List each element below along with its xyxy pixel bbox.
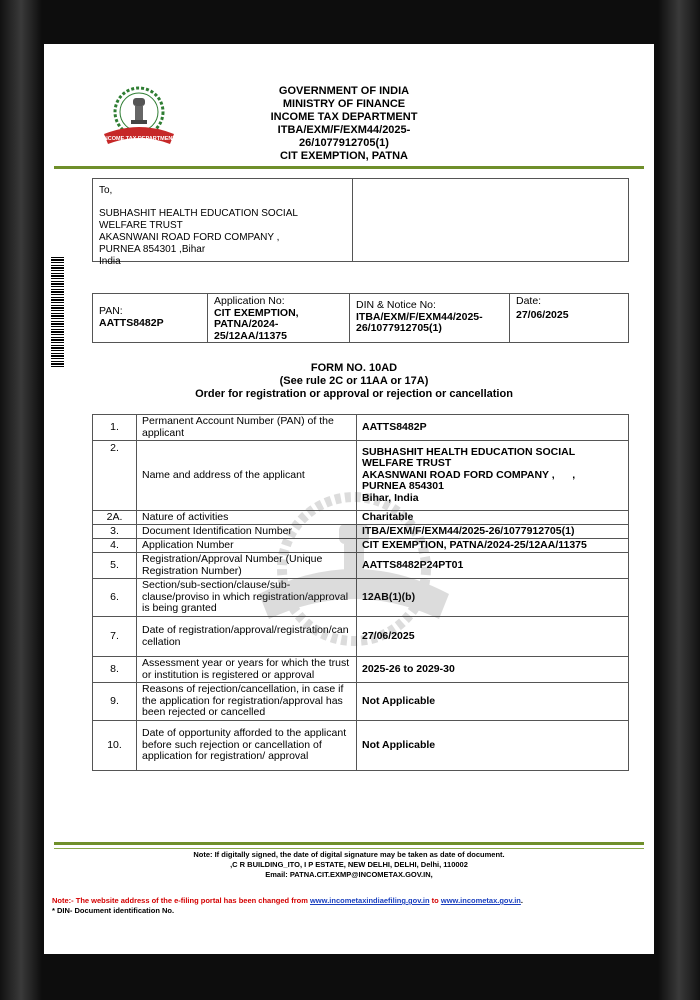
header-line: CIT EXEMPTION, PATNA [280,150,408,162]
recipient-box [92,178,629,267]
row-value [357,441,629,511]
table-row [93,553,629,579]
date-label: Date: [516,295,542,307]
header-line: MINISTRY OF FINANCE [282,98,406,110]
row-value: AATTS8482P [357,415,629,441]
row-number: 10. [93,721,137,771]
header-line: ITBA/EXM/F/EXM44/2025- [277,124,411,136]
row-label: Registration/Approval Number (Unique Registration Number) [137,553,357,579]
table-row [93,525,629,539]
row-value: 12AB(1)(b) [357,579,629,617]
order-details-table [92,414,629,771]
pan-cell [93,294,208,342]
row-number: 5. [93,553,137,579]
table-row [93,657,629,683]
row-value: AATTS8482P24PT01 [357,553,629,579]
table-row [93,617,629,657]
row-label: Name and address of the applicant [137,441,357,511]
table-row [93,683,629,721]
footer-note: Note: If digitally signed, the date of digital signature may be taken as date of document. [193,850,505,859]
form-title-block [164,362,544,401]
pan-value: AATTS8482P [99,316,164,329]
row-value: 2025-26 to 2029-30 [357,657,629,683]
din-cell [350,294,510,342]
row-number: 4. [93,539,137,553]
row-value: Not Applicable [357,721,629,771]
row-number: 2A. [93,511,137,525]
form-rule: (See rule 2C or 11AA or 17A) [279,375,429,387]
barcode [51,257,64,369]
header-line: 26/1077912705(1) [299,137,389,149]
footer-divider [54,842,644,845]
form-title: FORM NO. 10AD [310,362,398,374]
address-line: WELFARE TRUST [99,220,183,231]
row-label: Section/sub-section/clause/sub-clause/proviso in which registration/approval is being granted [137,579,357,617]
footer-address: ,C R BUILDING_ITO, I P ESTATE, NEW DELHI, DELHI, Delhi, 110002 [230,860,468,869]
address-line: SUBHASHIT HEALTH EDUCATION SOCIAL [99,208,298,219]
date-cell [510,294,628,342]
header-divider [54,166,644,169]
address-line: PURNEA 854301 ,Bihar [99,244,206,255]
row-value: CIT EXEMPTION, PATNA/2024-25/12AA/11375 [357,539,629,553]
old-portal-link[interactable]: www.incometaxindiaefiling.gov.in [309,896,430,905]
row-label: Permanent Account Number (PAN) of the applicant [137,415,357,441]
row-label: Date of registration/approval/registration/cancellation [137,617,357,657]
form-subtitle: Order for registration or approval or rejection or cancellation [195,388,513,400]
row-number: 2. [93,441,137,511]
row-label: Date of opportunity afforded to the applicant before such rejection or cancellation of application for registration/ approval [137,721,357,771]
address-line: India [99,256,121,267]
din-label: DIN & Notice No: [356,299,436,311]
document-header [214,85,474,163]
income-tax-emblem-logo [96,84,182,154]
footer [114,850,584,880]
din-value: ITBA/EXM/F/EXM44/2025-26/1077912705(1) [356,310,483,334]
table-row [93,721,629,771]
row-number: 7. [93,617,137,657]
row-number: 3. [93,525,137,539]
new-portal-link[interactable]: www.incometax.gov.in [440,896,521,905]
portal-note: Note:- The website address of the e-filing portal has been changed from www.incometaxindiaefiling.gov.in to www.incometax.gov.in. * DIN- Document identification No. [52,896,652,916]
row-number: 1. [93,415,137,441]
row-value-line: SUBHASHIT HEALTH EDUCATION SOCIAL WELFARE TRUST [362,445,575,470]
table-row [93,511,629,525]
portal-note-text: Note:- The website address of the e-filing portal has been changed from [52,896,308,905]
document-page [44,44,654,954]
table-row [93,539,629,553]
header-line: GOVERNMENT OF INDIA [278,85,410,97]
header-line: INCOME TAX DEPARTMENT [270,111,418,123]
row-value: Not Applicable [357,683,629,721]
din-footnote: * DIN- Document identification No. [52,906,175,915]
footer-email: Email: PATNA.CIT.EXMP@INCOMETAX.GOV.IN, [265,870,433,879]
row-value-line: PURNEA 854301 [362,480,444,493]
recipient-address [93,179,353,267]
row-label: Application Number [137,539,357,553]
to-label: To, [99,185,113,196]
svg-text:INCOME TAX DEPARTMENT: INCOME TAX DEPARTMENT [102,136,176,142]
row-label: Reasons of rejection/cancellation, in case if the application for registration/approval has been rejected or cancelled [137,683,357,721]
pan-label: PAN: [99,305,123,317]
date-value: 27/06/2025 [516,308,569,321]
row-label: Assessment year or years for which the trust or institution is registered or approval [137,657,357,683]
address-line: AKASNWANI ROAD FORD COMPANY , [99,232,280,243]
application-value: CIT EXEMPTION, PATNA/2024-25/12AA/11375 [214,306,299,342]
application-cell [208,294,350,342]
reference-info-box [92,293,629,343]
row-number: 8. [93,657,137,683]
row-value-line: Bihar, India [362,491,419,504]
row-label: Document Identification Number [137,525,357,539]
footer-divider-thin [54,848,644,849]
row-value: 27/06/2025 [357,617,629,657]
table-row [93,441,629,511]
row-value-line: AKASNWANI ROAD FORD COMPANY , , [362,468,576,481]
portal-note-to: to [431,896,439,905]
application-label: Application No: [214,295,285,307]
row-value: ITBA/EXM/F/EXM44/2025-26/1077912705(1) [357,525,629,539]
table-row [93,415,629,441]
table-row [93,579,629,617]
row-number: 9. [93,683,137,721]
row-value: Charitable [357,511,629,525]
row-number: 6. [93,579,137,617]
row-label: Nature of activities [137,511,357,525]
